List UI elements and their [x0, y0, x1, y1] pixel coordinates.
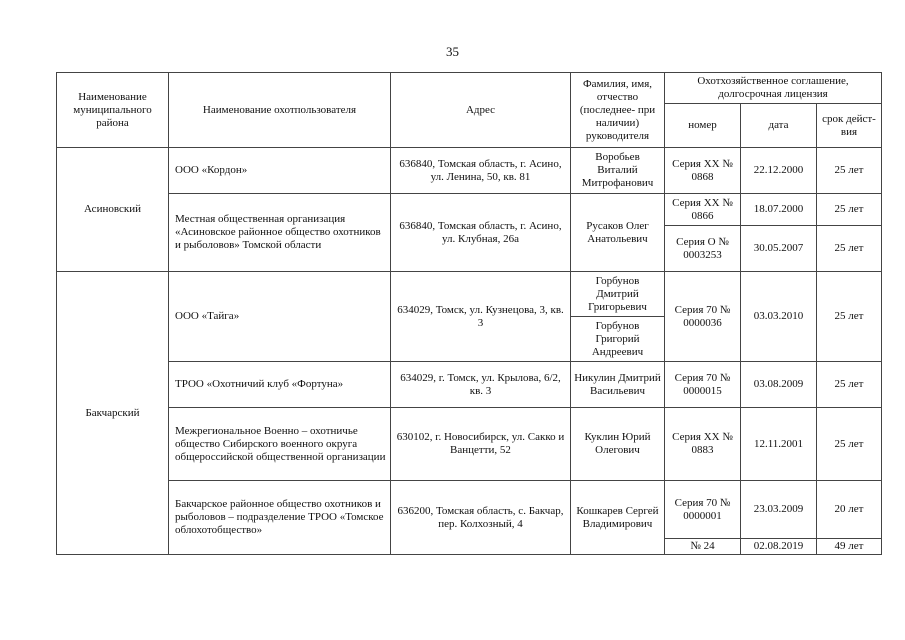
head-cell: Кошкарев Сергей Владимирович: [571, 481, 665, 555]
table-row: [57, 362, 882, 408]
number-cell: Серия ХХ № 0883: [665, 408, 741, 481]
number-cell: Серия ХХ № 0866: [665, 194, 741, 226]
number-cell: Серия 70 № 0000001: [665, 481, 741, 539]
head-cell: Горбунов Григорий Андреевич: [571, 317, 665, 362]
address-cell: 634029, Томск, ул. Кузнецова, 3, кв. 3: [391, 272, 571, 362]
head-cell: Русаков Олег Анатольевич: [571, 194, 665, 272]
head-cell: Горбунов Дмитрий Григорьевич: [571, 272, 665, 317]
date-cell: 03.08.2009: [741, 362, 817, 408]
term-cell: 20 лет: [817, 481, 882, 539]
number-cell: Серия 70 № 0000015: [665, 362, 741, 408]
header-user: Наименование охотпользователя: [169, 73, 391, 148]
term-cell: 25 лет: [817, 362, 882, 408]
address-cell: 636840, Томская область, г. Асино, ул. Ленина, 50, кв. 81: [391, 148, 571, 194]
header-date: дата: [741, 104, 817, 148]
number-cell: Серия О № 0003253: [665, 226, 741, 272]
date-cell: 18.07.2000: [741, 194, 817, 226]
hunting-users-table: [56, 72, 882, 555]
term-cell: 25 лет: [817, 272, 882, 362]
term-cell: 25 лет: [817, 194, 882, 226]
user-cell: Межрегиональное Военно – охотничье общество Сибирского военного округа общероссийской общественной организации: [169, 408, 391, 481]
number-cell: Серия ХХ № 0868: [665, 148, 741, 194]
header-row: [57, 73, 882, 104]
address-cell: 630102, г. Новосибирск, ул. Сакко и Ванцетти, 52: [391, 408, 571, 481]
date-cell: 12.11.2001: [741, 408, 817, 481]
header-district: Наименование муниципального района: [57, 73, 169, 148]
district-cell: Бакчарский: [57, 272, 169, 555]
head-cell: Никулин Дмитрий Васильевич: [571, 362, 665, 408]
district-cell: Асиновский: [57, 148, 169, 272]
user-cell: ООО «Кордон»: [169, 148, 391, 194]
address-cell: 634029, г. Томск, ул. Крылова, 6/2, кв. 3: [391, 362, 571, 408]
number-cell: № 24: [665, 539, 741, 555]
user-cell: ТРОО «Охотничий клуб «Фортуна»: [169, 362, 391, 408]
table-row: [57, 148, 882, 194]
date-cell: 23.03.2009: [741, 481, 817, 539]
term-cell: 25 лет: [817, 408, 882, 481]
date-cell: 22.12.2000: [741, 148, 817, 194]
term-cell: 25 лет: [817, 148, 882, 194]
user-cell: ООО «Тайга»: [169, 272, 391, 362]
table-row: [57, 481, 882, 539]
number-cell: Серия 70 № 0000036: [665, 272, 741, 362]
user-cell: Бакчарское районное общество охотников и рыболовов – подразделение ТРОО «Томское облохотобщество»: [169, 481, 391, 555]
table-row: [57, 408, 882, 481]
address-cell: 636840, Томская область, г. Асино, ул. Клубная, 26а: [391, 194, 571, 272]
head-cell: Воробьев Виталий Митрофанович: [571, 148, 665, 194]
table-row: [57, 194, 882, 226]
date-cell: 30.05.2007: [741, 226, 817, 272]
page-number: 35: [446, 44, 459, 59]
date-cell: 02.08.2019: [741, 539, 817, 555]
user-cell: Местная общественная организация «Асиновское районное общество охотников и рыболовов» Томской области: [169, 194, 391, 272]
header-number: номер: [665, 104, 741, 148]
header-head: Фамилия, имя, отчество (последнее- при наличии) руководителя: [571, 73, 665, 148]
header-address: Адрес: [391, 73, 571, 148]
term-cell: 25 лет: [817, 226, 882, 272]
table-row: [57, 272, 882, 317]
term-cell: 49 лет: [817, 539, 882, 555]
header-term: срок дейст-вия: [817, 104, 882, 148]
head-cell: Куклин Юрий Олегович: [571, 408, 665, 481]
header-agreement: Охотхозяйственное соглашение, долгосрочная лицензия: [665, 73, 882, 104]
date-cell: 03.03.2010: [741, 272, 817, 362]
address-cell: 636200, Томская область, с. Бакчар, пер. Колхозный, 4: [391, 481, 571, 555]
